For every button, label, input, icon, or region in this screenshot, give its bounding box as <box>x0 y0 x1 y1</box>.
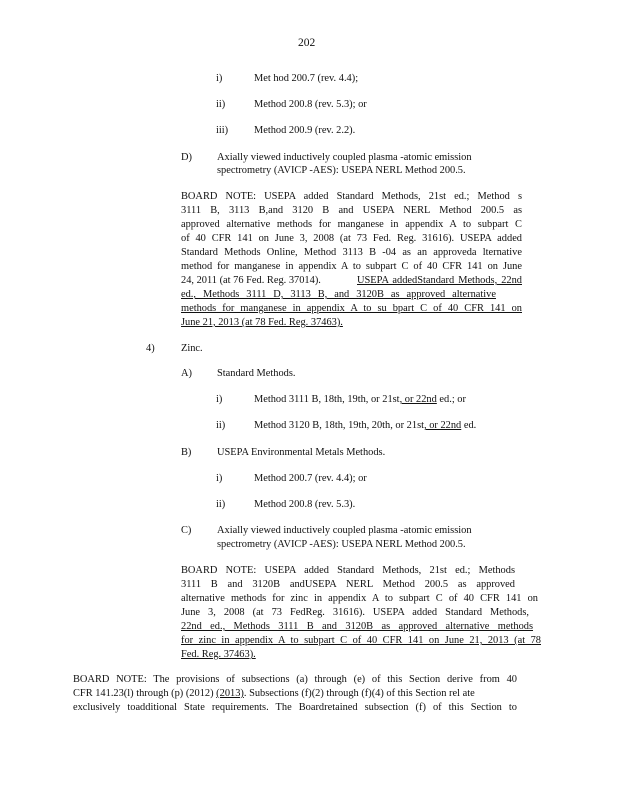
note-line-inserted: USEPA addedStandard Methods, 22nd <box>357 275 522 286</box>
note-line: alternative methods for zinc in appendix A to subpart C of 40 CFR 141 on <box>181 593 538 604</box>
list-item-text: Method 200.7 (rev. 4.4); or <box>254 473 367 484</box>
inserted-text: (2013) <box>216 688 244 699</box>
list-number: ii) <box>216 420 226 431</box>
note-line-inserted: 22nd ed., Methods 3111 B and 3120B as approved alternative methods <box>181 621 533 632</box>
note-line: method for manganese in appendix A to subpart C of 40 CFR 141 on June <box>181 261 522 272</box>
note-line: BOARD NOTE: The provisions of subsections (a) through (e) of this Section derive from 40 <box>73 674 517 685</box>
inserted-text: , or 22nd <box>424 420 462 431</box>
note-line: BOARD NOTE: USEPA added Standard Methods, 21st ed.; Method s <box>181 191 522 202</box>
item-label: D) <box>181 152 192 163</box>
note-line: CFR 141.23(l) through (p) (2012) (2013). Subsections (f)(2) through (f)(4) of this Section rel ate <box>73 688 475 699</box>
list-item-text: Met hod 200.7 (rev. 4.4); <box>254 73 359 84</box>
inserted-text: , or 22nd <box>399 394 437 405</box>
list-number: i) <box>216 394 223 405</box>
item-text: USEPA Environmental Metals Methods. <box>217 447 386 458</box>
note-line: of 40 CFR 141 on June 3, 2008 (at 73 Fed. Reg. 31616). USEPA added <box>181 233 522 244</box>
paragraph-line: Axially viewed inductively coupled plasma -atomic emission <box>217 525 472 536</box>
note-line: exclusively toadditional State requirements. The Boardretained subsection (f) of this Section to <box>73 702 517 713</box>
note-line-inserted: for zinc in appendix A to subpart C of 40 CFR 141 on June 21, 2013 (at 78 <box>181 635 541 646</box>
note-line: June 3, 2008 (at 73 FedReg. 31616). USEPA added Standard Methods, <box>181 607 529 618</box>
note-line-prefix: 24, 2011 (at 76 Fed. Reg. 37014). <box>181 275 321 286</box>
list-item-text: Method 3111 B, 18th, 19th, or 21st, or 22nd ed.; or <box>254 394 466 405</box>
list-item-text: Method 3120 B, 18th, 19th, 20th, or 21st, or 22nd ed. <box>254 420 477 431</box>
list-number: ii) <box>216 99 226 110</box>
list-number: i) <box>216 473 223 484</box>
item-label: C) <box>181 525 192 536</box>
item-text: Standard Methods. <box>217 368 296 379</box>
item-label: B) <box>181 447 192 458</box>
paragraph-line: Axially viewed inductively coupled plasma -atomic emission <box>217 152 472 163</box>
paragraph-line: spectrometry (AVICP -AES): USEPA NERL Method 200.5. <box>217 165 466 176</box>
list-number: iii) <box>216 125 229 136</box>
note-line: BOARD NOTE: USEPA added Standard Methods, 21st ed.; Methods <box>181 565 515 576</box>
list-item-text: Method 200.8 (rev. 5.3). <box>254 499 356 510</box>
paragraph-line: spectrometry (AVICP -AES): USEPA NERL Method 200.5. <box>217 539 466 550</box>
note-line: 3111 B and 3120B andUSEPA NERL Method 200.5 as approved <box>181 579 515 590</box>
list-item-text: Method 200.9 (rev. 2.2). <box>254 125 356 136</box>
item-label: A) <box>181 368 192 379</box>
note-line-inserted: June 21, 2013 (at 78 Fed. Reg. 37463). <box>181 317 343 328</box>
list-item-text: Method 200.8 (rev. 5.3); or <box>254 99 367 110</box>
note-line: 3111 B, 3113 B,and 3120 B and USEPA NERL Method 200.5 as <box>181 205 522 216</box>
list-number: i) <box>216 73 223 84</box>
note-line-inserted: methods for manganese in appendix A to su bpart C of 40 CFR 141 on <box>181 303 522 314</box>
item-number: 4) <box>146 343 155 354</box>
note-line: approved alternative methods for manganese in appendix A to subpart C <box>181 219 522 230</box>
item-heading: Zinc. <box>181 343 203 354</box>
page-number: 202 <box>298 37 316 49</box>
note-line: Standard Methods Online, Method 3113 B -04 as an approveda lternative <box>181 247 522 258</box>
list-number: ii) <box>216 499 226 510</box>
note-line-inserted: ed., Methods 3111 D, 3113 B, and 3120B as approved alternative <box>181 289 496 300</box>
note-line-inserted: Fed. Reg. 37463). <box>181 649 256 660</box>
